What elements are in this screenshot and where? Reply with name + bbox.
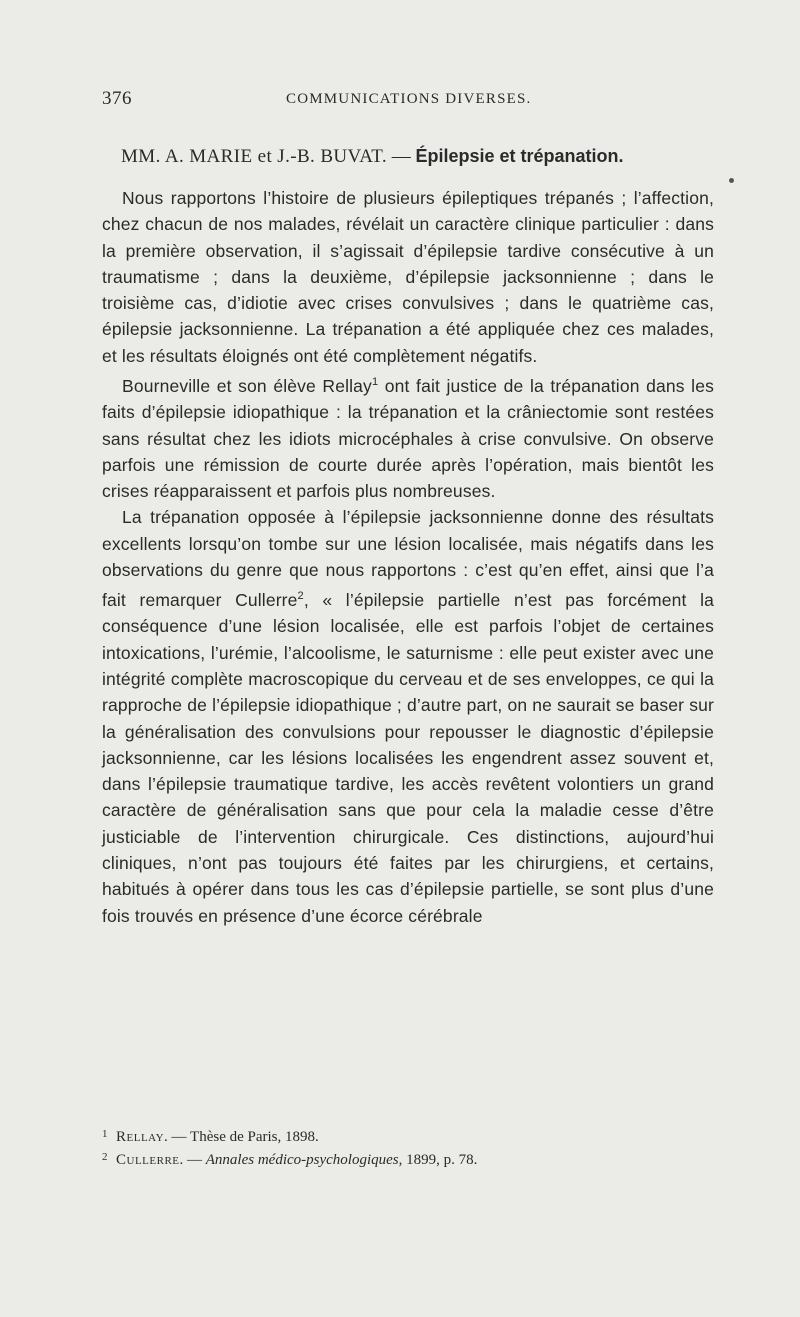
- running-head: COMMUNICATIONS DIVERSES.: [286, 91, 532, 107]
- page-number: 376: [102, 88, 132, 109]
- footnote-ref: 1: [371, 376, 379, 389]
- footnote-text: , 1899, p. 78.: [398, 1152, 478, 1168]
- title-separator: —: [386, 146, 416, 167]
- article-title: [121, 146, 721, 168]
- footnote-text: Thèse de Paris, 1898.: [190, 1129, 319, 1145]
- paragraph-text: ont fait justice de la trépanation dans les faits d’épilepsie idiopathique : la trépanation et la crâniectomie sont restées sans résultat chez les idiots microcéphales à crise convulsive. On observe parfois une rémission de courte durée après l’opération, mais bientôt les crises réapparaissent et parfois plus nombreuses.: [102, 375, 715, 502]
- paragraph: [102, 185, 714, 369]
- footnote: [102, 1147, 714, 1170]
- paragraph: [102, 369, 714, 504]
- paragraph-text: Nous rapportons l’histoire de plusieurs épileptiques trépanés ; l’affection, chez chacun de nos malades, révélait un caractère clinique particulier : dans la première observation, il s’agissait d’épilepsie tardive consécutive à un traumatisme ; dans la deuxième, d’épilepsie jacksonnienne ; dans le troisième cas, d’idiotie avec crises convulsives ; dans le quatrième cas, épilepsie jacksonnienne. La trépanation a été appliquée chez ces malades, et les résultats éloignés ont été complètement négatifs.: [102, 188, 714, 366]
- footnote-author: Cullerre: [116, 1152, 180, 1168]
- footnote-author: Rellay: [116, 1129, 165, 1145]
- footnote-separator: . —: [164, 1129, 191, 1145]
- paragraph-text: La trépanation opposée à l’épilepsie jacksonnienne donne des résultats excellents lorsqu’on tombe sur une lésion localisée, mais négatifs dans les observations du genre que nous rapportons : c’est qu’en effet, ainsi que l’a fait remarquer Cullerre: [102, 507, 714, 611]
- footnote-work: Annales médico-psychologiques: [205, 1152, 399, 1168]
- body-text: [102, 185, 714, 929]
- article-authors: MM. A. MARIE et J.-B. BUVAT.: [121, 146, 387, 167]
- footnote-separator: . —: [179, 1152, 206, 1168]
- footnote-mark: 2: [102, 1151, 108, 1163]
- paragraph-text: Bourneville et son élève Rellay: [122, 375, 372, 396]
- footnote: [102, 1124, 714, 1147]
- footnotes: [102, 1124, 714, 1170]
- footnote-mark: 1: [102, 1128, 108, 1140]
- print-speck: [729, 178, 734, 183]
- paragraph: [102, 504, 714, 929]
- page-header: [102, 88, 714, 114]
- paragraph-text: , « l’épilepsie partielle n’est pas forcément la conséquence d’une lésion localisée, elle est parfois l’objet de certaines intoxications, l’urémie, l’alcoolisme, le saturnisme : elle peut exister avec une intégrité complète macroscopique du cerveau et de ses enveloppes, ce qui la rapproche de l’épilepsie idiopathique ; d’autre part, on ne saurait se baser sur la généralisation des convulsions pour repousser le diagnostic d’épilepsie jacksonnienne, car les lésions localisées les engendrent assez souvent et, dans l’épilepsie traumatique tardive, les accès revêtent volontiers un grand caractère de généralisation sans que pour cela la maladie cesse d’être justiciable de l’intervention chirurgicale. Ces distinctions, aujourd’hui cliniques, n’ont pas toujours été faites par les chirurgiens, et certains, habitués à opérer dans tous les cas d’épilepsie partielle, se sont plus d’une fois trouvés en présence d’une écorce cérébrale: [102, 590, 715, 926]
- footnote-ref: 2: [297, 590, 304, 603]
- article-topic: Épilepsie et trépanation.: [415, 146, 624, 166]
